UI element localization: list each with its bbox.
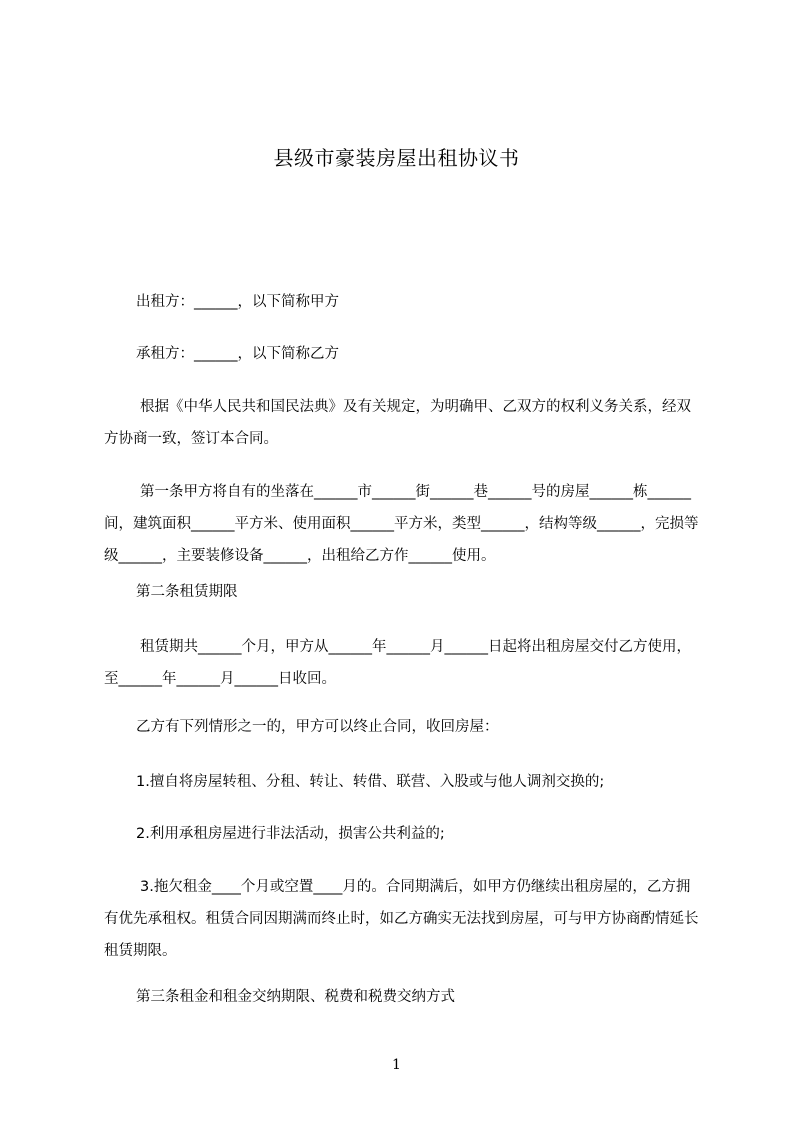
article-3-heading: 第三条租金和租金交纳期限、税费和税费交纳方式 — [136, 989, 455, 1005]
termination-item-2: 2.利用承租房屋进行非法活动，损害公共利益的; — [136, 826, 445, 842]
termination-item-1: 1.擅自将房屋转租、分租、转让、转借、联营、入股或与他人调剂交换的; — [136, 774, 605, 790]
lessor-line: 出租方：______，以下简称甲方 — [136, 294, 339, 310]
preamble-paragraph: 根据《中华人民共和国民法典》及有关规定，为明确甲、乙双方的权利义务关系，经双方协商一致，签订本合同。 — [104, 399, 691, 447]
lessee-line: 承租方：______，以下简称乙方 — [136, 346, 339, 362]
page-number: 1 — [392, 1057, 401, 1073]
termination-intro: 乙方有下列情形之一的，甲方可以终止合同，收回房屋： — [136, 719, 499, 735]
article-1-paragraph: 第一条甲方将自有的坐落在______市______街______巷______号的房屋______栋______间，建筑面积______平方米、使用面积______平方米，类型______，结构等级______，完损等级______，主要装修设备______，出租给乙方作______使用。 — [104, 484, 699, 564]
termination-item-3: 3.拖欠租金____个月或空置____月的。合同期满后，如甲方仍继续出租房屋的，乙方拥有优先承租权。租赁合同因期满而终止时，如乙方确实无法找到房屋，可与甲方协商酌情延长租赁期限。 — [104, 879, 699, 959]
lease-term-paragraph: 租赁期共______个月，甲方从______年______月______日起将出租房屋交付乙方使用，至______年______月______日收回。 — [104, 639, 691, 687]
document-title: 县级市豪装房屋出租协议书 — [273, 146, 520, 170]
article-2-heading: 第二条租赁期限 — [136, 584, 238, 600]
